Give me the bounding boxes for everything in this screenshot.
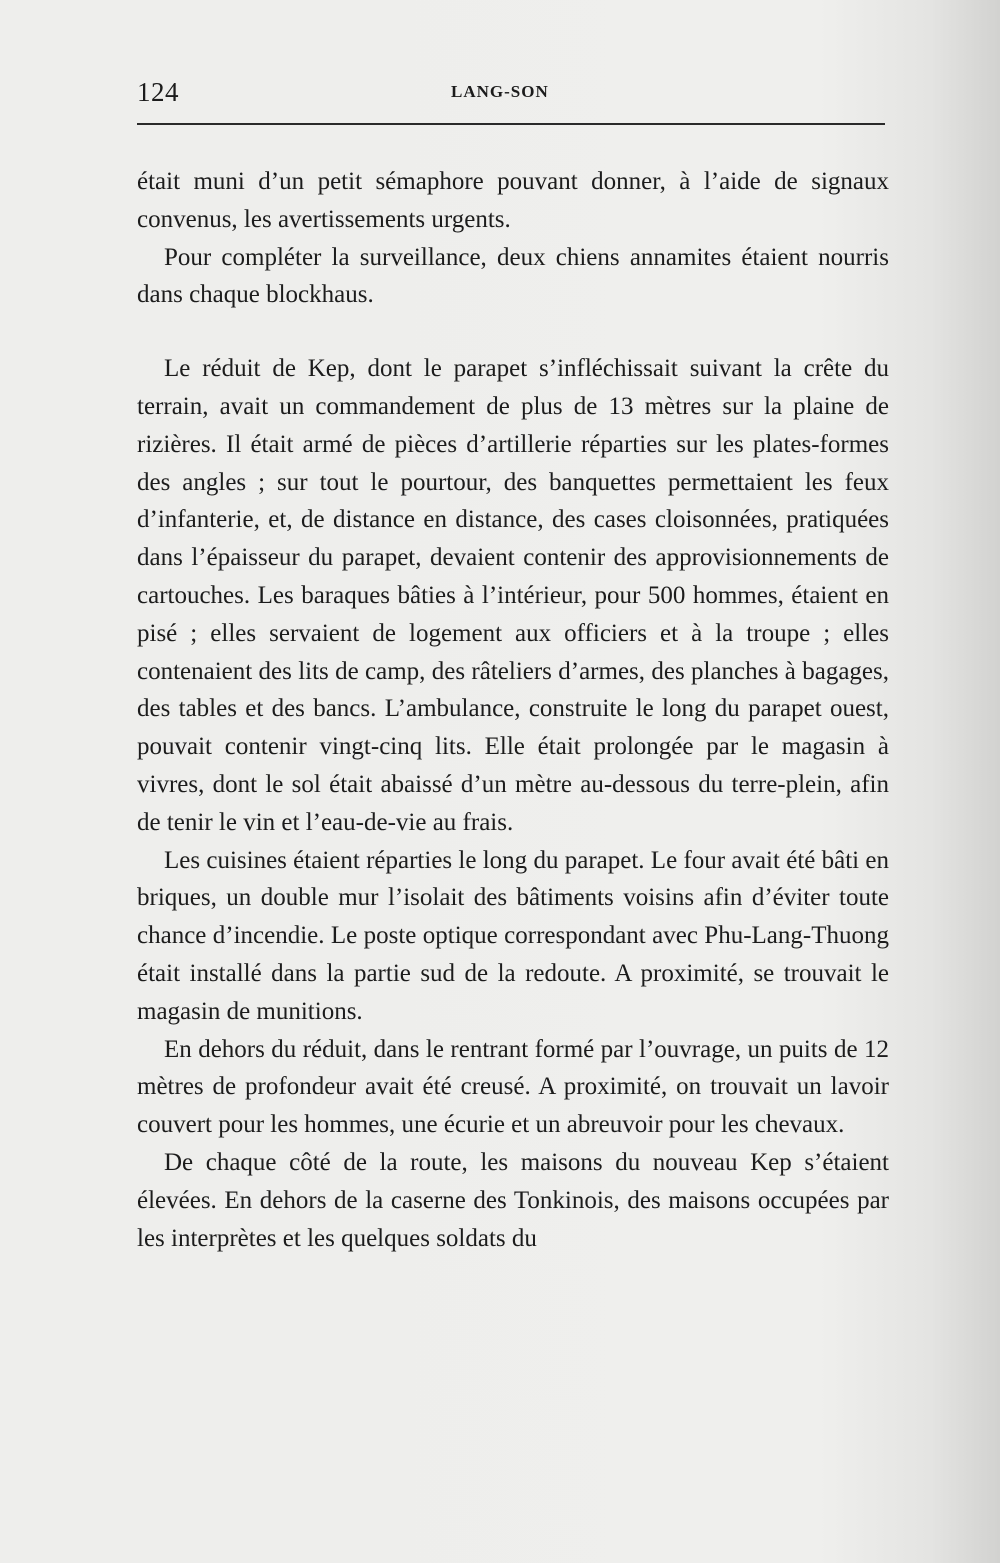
paragraph-continuation: était muni d’un petit sémaphore pouvant donner, à l’aide de signaux convenus, les avertissements urgents. bbox=[137, 168, 889, 233]
running-title: LANG-SON bbox=[451, 82, 549, 101]
paragraph-cuisines: Les cuisines étaient réparties le long du parapet. Le four avait été bâti en briques, un double mur l’isolait des bâtiments voisins afin d’éviter toute chance d’incendie. Le poste optique correspondant avec Phu-Lang-Thuong était installé dans la partie sud de la redoute. A proximité, se trouvait le magasin de munitions. bbox=[137, 846, 889, 1025]
running-head bbox=[137, 76, 885, 108]
body-text bbox=[137, 163, 889, 1257]
page-number: 124 bbox=[137, 77, 179, 107]
paragraph-puits: En dehors du réduit, dans le rentrant formé par l’ouvrage, un puits de 12 mètres de profondeur avait été creusé. A proximité, on trouvait un lavoir couvert pour les hommes, une écurie et un abreuvoir pour les chevaux. bbox=[137, 1035, 889, 1139]
header-rule bbox=[137, 123, 885, 125]
paragraph-reduit-de-kep: Le réduit de Kep, dont le parapet s’infléchissait suivant la crête du terrain, avait un commandement de plus de 13 mètres sur la plaine de rizières. Il était armé de pièces d’artillerie réparties sur les plates-formes des angles ; sur tout le pourtour, des banquettes permettaient les feux d’infanterie, et, de distance en distance, des cases cloisonnées, pratiquées dans l’épaisseur du parapet, devaient contenir des approvisionnements de cartouches. Les baraques bâties à l’intérieur, pour 500 hommes, étaient en pisé ; elles servaient de logement aux officiers et à la troupe ; elles contenaient des lits de camp, des râteliers d’armes, des planches à bagages, des tables et des bancs. L’ambulance, construite le long du parapet ouest, pouvait contenir vingt-cinq lits. Elle était prolongée par le magasin à vivres, dont le sol était abaissé d’un mètre au-dessous du terre-plein, afin de tenir le vin et l’eau-de-vie au frais. bbox=[137, 355, 889, 836]
paragraph-nouveau-kep: De chaque côté de la route, les maisons du nouveau Kep s’étaient élevées. En dehors de la caserne des Tonkinois, des maisons occupées par les interprètes et les quelques soldats du bbox=[137, 1148, 889, 1252]
paragraph-surveillance: Pour compléter la surveillance, deux chiens annamites étaient nourris dans chaque blockhaus. bbox=[137, 243, 889, 309]
